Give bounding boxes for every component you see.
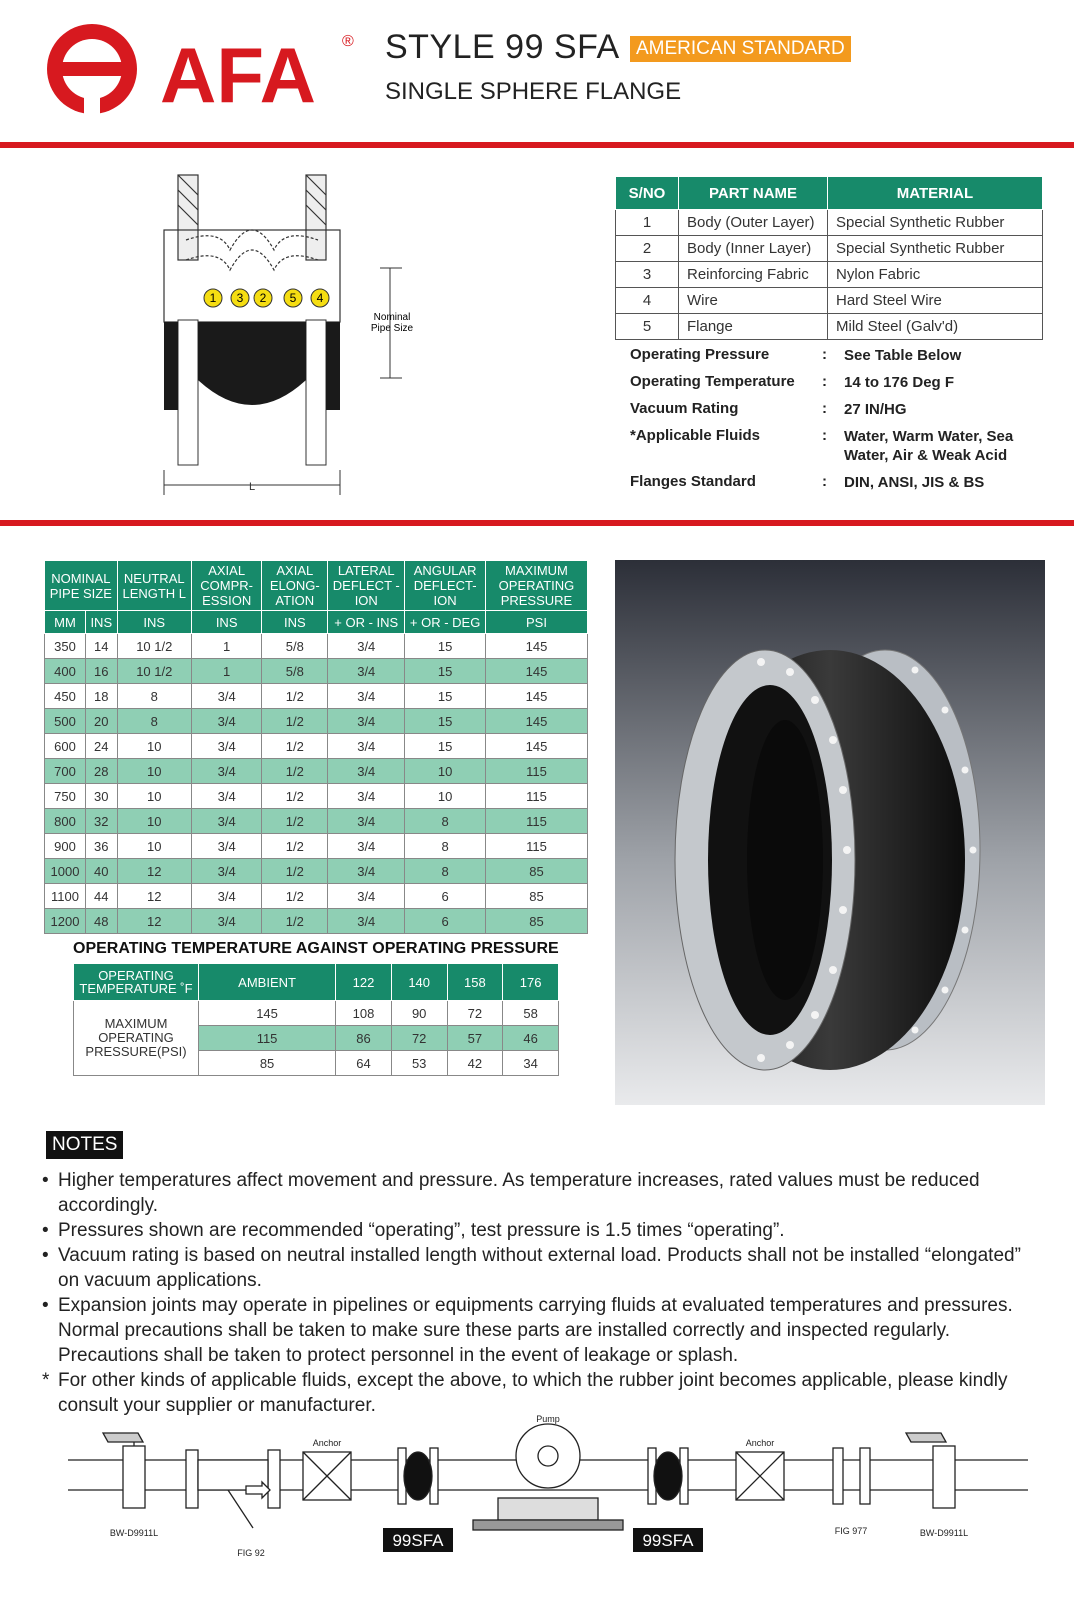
dims-cell: 44: [85, 884, 117, 909]
part-name: Reinforcing Fabric: [679, 262, 828, 288]
table-row: [45, 834, 588, 859]
fig977-label: FIG 977: [834, 1526, 868, 1536]
part-no: 5: [616, 314, 679, 340]
pump-label: Pump: [536, 1414, 560, 1424]
header-max-pressure: MAXIMUM OPERATING PRESSURE: [485, 561, 587, 611]
dims-cell: 800: [45, 809, 86, 834]
unit-cell: INS: [117, 611, 191, 634]
part-material: Special Synthetic Rubber: [828, 210, 1043, 236]
parts-header-row: [616, 177, 1043, 210]
callout-1: 1: [209, 291, 217, 305]
dims-cell: 15: [405, 684, 486, 709]
header-sno: S/NO: [616, 177, 679, 210]
header-part-name: PART NAME: [679, 177, 828, 210]
dims-cell: 16: [85, 659, 117, 684]
part-material: Special Synthetic Rubber: [828, 236, 1043, 262]
dims-cell: 3/4: [328, 634, 405, 659]
dims-cell: 1: [191, 634, 261, 659]
dims-cell: 115: [485, 784, 587, 809]
length-label: L: [248, 481, 256, 493]
dims-cell: 12: [117, 909, 191, 934]
temp-header-row: [74, 964, 559, 1001]
table-row: [45, 859, 588, 884]
dims-cell: 10: [117, 809, 191, 834]
table-row: [45, 634, 588, 659]
dims-cell: 3/4: [328, 659, 405, 684]
dims-cell: 8: [405, 809, 486, 834]
pipeline-diagram: [68, 1414, 1028, 1598]
dims-cell: 8: [405, 859, 486, 884]
bullet: •: [42, 1170, 49, 1191]
temp-col: 158: [447, 964, 503, 1001]
dims-cell: 14: [85, 634, 117, 659]
temp-cell: 72: [391, 1026, 447, 1051]
dims-cell: 10: [405, 784, 486, 809]
bullet: •: [42, 1295, 49, 1316]
dims-cell: 3/4: [328, 909, 405, 934]
temp-cell: 42: [447, 1051, 503, 1076]
dims-cell: 3/4: [191, 834, 261, 859]
dims-body: [45, 634, 588, 934]
part-material: Nylon Fabric: [828, 262, 1043, 288]
dims-cell: 1/2: [262, 784, 328, 809]
dims-cell: 10: [117, 784, 191, 809]
dims-cell: 32: [85, 809, 117, 834]
note-text: For other kinds of applicable fluids, except the above, to which the rubber joint becomes applicable, please kindly consult your supplier or manufacturer.: [58, 1370, 1008, 1416]
dims-cell: 1/2: [262, 709, 328, 734]
list-item: [42, 1243, 1047, 1293]
spec-value: DIN, ANSI, JIS & BS: [844, 474, 985, 491]
note-text: Higher temperatures affect movement and pressure. As temperature increases, rated values must be reduced accordingly.: [58, 1170, 980, 1216]
dims-cell: 3/4: [328, 784, 405, 809]
temp-cell: 34: [503, 1051, 559, 1076]
temp-col: AMBIENT: [199, 964, 336, 1001]
spec-row: Vacuum Rating : 27 IN/HG: [630, 400, 1054, 419]
dims-cell: 115: [485, 834, 587, 859]
note-text: Pressures shown are recommended “operating”, test pressure is 1.5 times “operating”.: [58, 1220, 785, 1241]
dims-cell: 85: [485, 859, 587, 884]
table-row: [45, 659, 588, 684]
dims-cell: 36: [85, 834, 117, 859]
dims-cell: 700: [45, 759, 86, 784]
part-name: Flange: [679, 314, 828, 340]
registered-mark: ®: [342, 33, 354, 50]
temp-cell: 86: [336, 1026, 392, 1051]
dims-cell: 3/4: [328, 759, 405, 784]
spec-row: Operating Pressure : See Table Below: [630, 346, 1054, 365]
dims-cell: 8: [117, 684, 191, 709]
bullet: •: [42, 1220, 49, 1241]
valve-right-label: BW-D9911L: [919, 1528, 969, 1538]
dims-cell: 450: [45, 684, 86, 709]
dims-cell: 3/4: [191, 709, 261, 734]
table-row: [45, 884, 588, 909]
dims-cell: 145: [485, 634, 587, 659]
dims-cell: 145: [485, 684, 587, 709]
dims-cell: 18: [85, 684, 117, 709]
temp-col: 176: [503, 964, 559, 1001]
dims-cell: 3/4: [328, 809, 405, 834]
part-no: 2: [616, 236, 679, 262]
dims-cell: 1/2: [262, 684, 328, 709]
temp-row-label: MAXIMUM OPERATING PRESSURE(PSI): [74, 1001, 199, 1076]
temp-cell: 46: [503, 1026, 559, 1051]
dims-cell: 750: [45, 784, 86, 809]
parts-table: [615, 176, 1043, 340]
dims-cell: 3/4: [328, 709, 405, 734]
spec-value: See Table Below: [844, 347, 962, 364]
dims-cell: 145: [485, 734, 587, 759]
dimensions-table: [44, 560, 588, 934]
dims-cell: 20: [85, 709, 117, 734]
spec-row: Flanges Standard : DIN, ANSI, JIS & BS: [630, 473, 1054, 492]
table-row: [45, 909, 588, 934]
dims-cell: 10: [117, 834, 191, 859]
temp-cell: 64: [336, 1051, 392, 1076]
notes-list: [42, 1168, 1047, 1418]
product-subtitle: SINGLE SPHERE FLANGE: [385, 78, 682, 105]
dims-cell: 10: [117, 759, 191, 784]
temp-table-title: OPERATING TEMPERATURE AGAINST OPERATING PRESSURE: [73, 940, 559, 957]
dims-cell: 3/4: [191, 884, 261, 909]
header-angular-deflection: ANGULAR DEFLECT-ION: [405, 561, 486, 611]
dims-cell: 1/2: [262, 734, 328, 759]
spec-row: Operating Temperature : 14 to 176 Deg F: [630, 373, 1054, 392]
part-material: Hard Steel Wire: [828, 288, 1043, 314]
cross-section-drawing: [150, 170, 440, 510]
temp-col: 140: [391, 964, 447, 1001]
callout-5: 5: [289, 291, 297, 305]
temp-corner: OPERATING TEMPERATURE ˚F: [74, 964, 199, 1001]
dims-cell: 15: [405, 709, 486, 734]
brand-text: AFA: [160, 31, 316, 119]
temp-cell: 57: [447, 1026, 503, 1051]
dims-cell: 400: [45, 659, 86, 684]
dims-cell: 15: [405, 634, 486, 659]
nominal-label-2: Pipe Size: [370, 323, 414, 334]
dims-cell: 3/4: [191, 909, 261, 934]
part-name: Body (Outer Layer): [679, 210, 828, 236]
dims-cell: 5/8: [262, 634, 328, 659]
part-no: 3: [616, 262, 679, 288]
dims-cell: 48: [85, 909, 117, 934]
temp-cell: 85: [199, 1051, 336, 1076]
spec-key: Operating Pressure: [630, 346, 770, 363]
table-row: [616, 262, 1043, 288]
dims-cell: 3/4: [191, 859, 261, 884]
dims-cell: 8: [117, 709, 191, 734]
table-row: [74, 1001, 559, 1026]
part-material: Mild Steel (Galv'd): [828, 314, 1043, 340]
header-material: MATERIAL: [828, 177, 1043, 210]
temp-cell: 58: [503, 1001, 559, 1026]
dims-cell: 10: [117, 734, 191, 759]
part-name: Body (Inner Layer): [679, 236, 828, 262]
dims-cell: 15: [405, 659, 486, 684]
dims-cell: 24: [85, 734, 117, 759]
dims-cell: 600: [45, 734, 86, 759]
notes-heading: NOTES: [46, 1131, 123, 1159]
dims-cell: 3/4: [328, 684, 405, 709]
dims-cell: 85: [485, 884, 587, 909]
table-row: [45, 734, 588, 759]
spec-value: Water, Warm Water, Sea Water, Air & Weak Acid: [844, 428, 1014, 464]
spec-value: 14 to 176 Deg F: [844, 374, 955, 391]
divider: [0, 142, 1074, 148]
dims-cell: 145: [485, 709, 587, 734]
dims-cell: 115: [485, 759, 587, 784]
dims-cell: 12: [117, 884, 191, 909]
temp-pressure-table: [73, 963, 559, 1076]
dims-cell: 1100: [45, 884, 86, 909]
dims-cell: 8: [405, 834, 486, 859]
valve-left-label: BW-D9911L: [109, 1528, 159, 1538]
note-text: Expansion joints may operate in pipelines or equipments carrying fluids at evaluated temperatures and pressures. Normal precautions shall be taken to make sure these parts are installed correctly and inspected regularly. Precautions shall be taken to protect personnel in the event of leakage or splash.: [58, 1295, 1013, 1366]
unit-cell: + OR - INS: [328, 611, 405, 634]
dims-cell: 30: [85, 784, 117, 809]
header-lateral-deflection: LATERAL DEFLECT -ION: [328, 561, 405, 611]
table-row: [45, 709, 588, 734]
dims-cell: 1/2: [262, 909, 328, 934]
table-row: [616, 236, 1043, 262]
dims-cell: 3/4: [191, 784, 261, 809]
temp-cell: 108: [336, 1001, 392, 1026]
nominal-label-1: Nominal: [373, 312, 411, 323]
dims-cell: 1/2: [262, 859, 328, 884]
temp-cell: 53: [391, 1051, 447, 1076]
table-row: [45, 759, 588, 784]
dims-cell: 10: [405, 759, 486, 784]
dims-cell: 1/2: [262, 834, 328, 859]
bullet: *: [42, 1370, 50, 1391]
dims-cell: 3/4: [191, 684, 261, 709]
dims-cell: 3/4: [191, 734, 261, 759]
callout-2: 2: [259, 291, 267, 305]
unit-cell: INS: [191, 611, 261, 634]
dims-cell: 12: [117, 859, 191, 884]
dims-cell: 40: [85, 859, 117, 884]
spec-row: *Applicable Fluids : Water, Warm Water, Sea Water, Air & Weak Acid: [630, 427, 1054, 465]
spec-key: Operating Temperature: [630, 373, 795, 390]
dims-cell: 3/4: [328, 859, 405, 884]
temp-cell: 72: [447, 1001, 503, 1026]
list-item: [42, 1168, 1047, 1218]
part-no: 4: [616, 288, 679, 314]
dims-cell: 1/2: [262, 759, 328, 784]
dims-cell: 1: [191, 659, 261, 684]
dims-cell: 10 1/2: [117, 659, 191, 684]
header-axial-compression: AXIAL COMPR-ESSION: [191, 561, 261, 611]
dims-cell: 145: [485, 659, 587, 684]
callout-4: 4: [316, 291, 324, 305]
dims-cell: 900: [45, 834, 86, 859]
dims-units-row: [45, 611, 588, 634]
dims-cell: 3/4: [328, 734, 405, 759]
dims-cell: 3/4: [191, 759, 261, 784]
table-row: [45, 784, 588, 809]
anchor-left-label: Anchor: [312, 1438, 342, 1448]
header-nominal-size: NOMINAL PIPE SIZE: [45, 561, 118, 611]
dims-cell: 28: [85, 759, 117, 784]
dims-header-row: [45, 561, 588, 611]
dims-cell: 3/4: [191, 809, 261, 834]
note-text: Vacuum rating is based on neutral installed length without external load. Products shall not be installed “elongated” on vacuum applications.: [58, 1245, 1021, 1291]
dims-cell: 85: [485, 909, 587, 934]
dims-cell: 1200: [45, 909, 86, 934]
part-name: Wire: [679, 288, 828, 314]
part-no: 1: [616, 210, 679, 236]
dims-cell: 3/4: [328, 834, 405, 859]
spec-list: [630, 346, 1054, 500]
spec-key: Vacuum Rating: [630, 400, 739, 417]
temp-cell: 90: [391, 1001, 447, 1026]
joint-left-label: 99SFA: [392, 1531, 444, 1550]
dims-cell: 1/2: [262, 884, 328, 909]
list-item: [42, 1293, 1047, 1368]
table-row: [45, 809, 588, 834]
spec-key: Flanges Standard: [630, 473, 756, 490]
temp-col: 122: [336, 964, 392, 1001]
unit-cell: + OR - DEG: [405, 611, 486, 634]
unit-cell: MM: [45, 611, 86, 634]
dims-cell: 10 1/2: [117, 634, 191, 659]
unit-cell: PSI: [485, 611, 587, 634]
unit-cell: INS: [262, 611, 328, 634]
dims-cell: 6: [405, 909, 486, 934]
spec-value: 27 IN/HG: [844, 401, 907, 418]
divider: [0, 520, 1074, 526]
callout-3: 3: [236, 291, 244, 305]
dims-cell: 350: [45, 634, 86, 659]
dims-cell: 3/4: [328, 884, 405, 909]
table-row: [616, 314, 1043, 340]
dims-cell: 115: [485, 809, 587, 834]
unit-cell: INS: [85, 611, 117, 634]
afa-logo: [40, 14, 370, 124]
product-photo: [615, 560, 1045, 1105]
dims-cell: 5/8: [262, 659, 328, 684]
header-axial-elongation: AXIAL ELONG-ATION: [262, 561, 328, 611]
list-item: [42, 1218, 1047, 1243]
dims-cell: 15: [405, 734, 486, 759]
standard-badge: AMERICAN STANDARD: [630, 36, 851, 62]
list-item: [42, 1368, 1047, 1418]
temp-cell: 145: [199, 1001, 336, 1026]
table-row: [45, 684, 588, 709]
dims-cell: 1/2: [262, 809, 328, 834]
joint-right-label: 99SFA: [642, 1531, 694, 1550]
strainer-label: FIG 92: [237, 1548, 265, 1558]
table-row: [616, 288, 1043, 314]
dims-cell: 500: [45, 709, 86, 734]
spec-key: *Applicable Fluids: [630, 427, 761, 444]
temp-cell: 115: [199, 1026, 336, 1051]
header-neutral-length: NEUTRAL LENGTH L: [117, 561, 191, 611]
style-title: STYLE 99 SFA: [385, 28, 620, 66]
dims-cell: 6: [405, 884, 486, 909]
table-row: [616, 210, 1043, 236]
dims-cell: 1000: [45, 859, 86, 884]
bullet: •: [42, 1245, 49, 1266]
anchor-right-label: Anchor: [745, 1438, 775, 1448]
